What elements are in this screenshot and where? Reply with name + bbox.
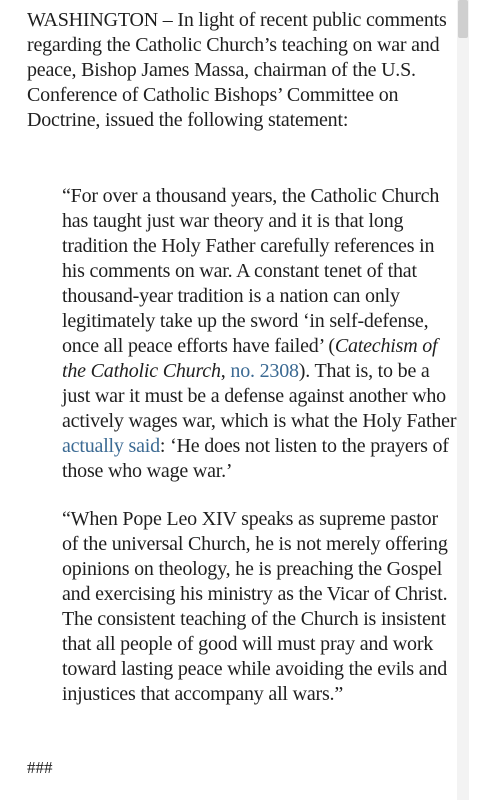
quote1-comma: , xyxy=(220,360,231,382)
quote-paragraph-1 xyxy=(62,184,457,484)
quote1-text-part1: “For over a thousand years, the Catholic Church has taught just war theory and it is that long tradition the Holy Father carefully references in his comments on war. A constant tenet of that thousand-year tradition is a nation can only legitimately take up the sword ‘in self-defense, once all peace efforts have failed’ ( xyxy=(62,185,440,357)
scrollbar-track[interactable] xyxy=(457,0,469,800)
quote1-text-part3: : ‘He does not listen to the prayers of those who wage war.’ xyxy=(62,435,449,482)
end-mark: ### xyxy=(27,758,53,777)
quote-paragraph-2: “When Pope Leo XIV speaks as supreme pastor of the universal Church, he is not merely offering opinions on theology, he is preaching the Gospel and exercising his ministry as the Vicar of Christ. The consistent teaching of the Church is insistent that all people of good will must pray and work toward lasting peace while avoiding the evils and injustices that accompany all wars.” xyxy=(62,508,448,705)
intro-paragraph: WASHINGTON – In light of recent public comments regarding the Catholic Church’s teaching on war and peace, Bishop James Massa, chairman of the U.S. Conference of Catholic Bishops’ Committee on Doctrine, issued the following statement: xyxy=(27,9,447,131)
actually-said-link[interactable]: actually said xyxy=(62,435,160,457)
scrollbar-thumb[interactable] xyxy=(458,0,468,38)
catechism-number-link[interactable]: no. 2308 xyxy=(230,360,299,382)
quote1-text-part2: ). That is, to be a just war it must be a defense against another who actively wages war, which is what the Holy Father xyxy=(62,360,457,432)
catechism-title: Catechism of the Catholic Church xyxy=(62,335,438,382)
